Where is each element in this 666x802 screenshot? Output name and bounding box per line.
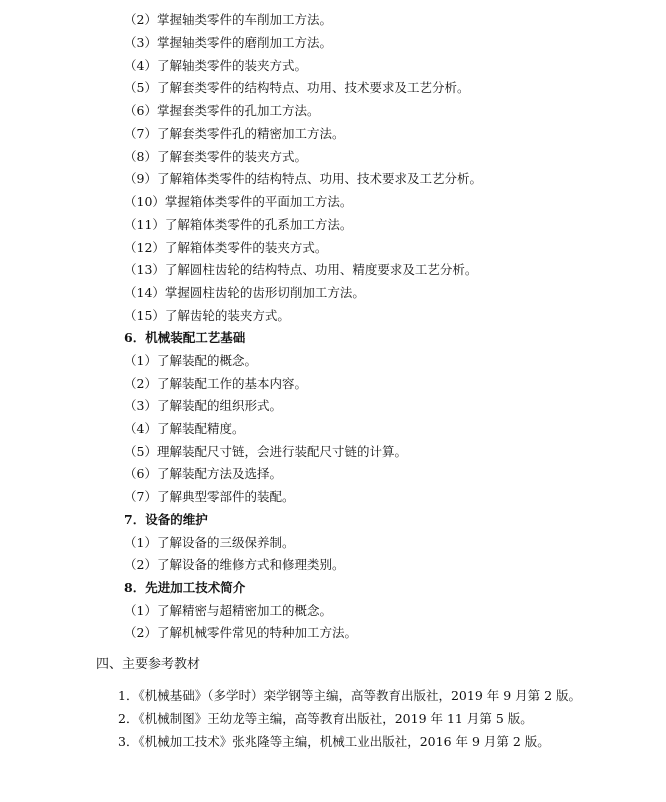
list-item: （7）了解套类零件孔的精密加工方法。 [124, 126, 345, 141]
list-item: （2）了解机械零件常见的特种加工方法。 [124, 625, 357, 640]
list-item: （12）了解箱体类零件的装夹方式。 [124, 240, 328, 255]
list-item: （6）掌握套类零件的孔加工方法。 [124, 103, 320, 118]
subsection-heading: 8．先进加工技术简介 [124, 580, 246, 595]
list-item: （4）了解轴类零件的装夹方式。 [124, 58, 307, 73]
list-item: （1）了解装配的概念。 [124, 353, 257, 368]
reference-item: 2．《机械制图》王幼龙等主编，高等教育出版社，2019 年 11 月第 5 版。 [118, 711, 533, 726]
list-item: （9）了解箱体类零件的结构特点、功用、技术要求及工艺分析。 [124, 171, 482, 186]
list-item: （1）了解设备的三级保养制。 [124, 535, 295, 550]
list-item: （13）了解圆柱齿轮的结构特点、功用、精度要求及工艺分析。 [124, 262, 478, 277]
reference-item: 1．《机械基础》（多学时）栾学钢等主编，高等教育出版社，2019 年 9 月第 2 版。 [118, 688, 582, 703]
list-item: （10）掌握箱体类零件的平面加工方法。 [124, 194, 353, 209]
subsection-heading: 7．设备的维护 [124, 512, 208, 527]
list-item: （7）了解典型零部件的装配。 [124, 489, 295, 504]
list-item: （15）了解齿轮的装夹方式。 [124, 308, 290, 323]
section-title: 四、主要参考教材 [96, 657, 201, 672]
list-item: （6）了解装配方法及选择。 [124, 466, 282, 481]
list-item: （1）了解精密与超精密加工的概念。 [124, 603, 332, 618]
list-item: （3）掌握轴类零件的磨削加工方法。 [124, 35, 332, 50]
list-item: （2）了解设备的维修方式和修理类别。 [124, 557, 345, 572]
list-item: （5）理解装配尺寸链，会进行装配尺寸链的计算。 [124, 444, 407, 459]
list-item: （5）了解套类零件的结构特点、功用、技术要求及工艺分析。 [124, 80, 470, 95]
list-item: （14）掌握圆柱齿轮的齿形切削加工方法。 [124, 285, 365, 300]
list-item: （8）了解套类零件的装夹方式。 [124, 149, 307, 164]
subsection-heading: 6．机械装配工艺基础 [124, 330, 246, 345]
list-item: （11）了解箱体类零件的孔系加工方法。 [124, 217, 353, 232]
list-item: （2）了解装配工作的基本内容。 [124, 376, 307, 391]
list-item: （3）了解装配的组织形式。 [124, 398, 282, 413]
reference-item: 3．《机械加工技术》张兆隆等主编，机械工业出版社，2016 年 9 月第 2 版。 [118, 734, 550, 749]
list-item: （2）掌握轴类零件的车削加工方法。 [124, 12, 332, 27]
list-item: （4）了解装配精度。 [124, 421, 245, 436]
